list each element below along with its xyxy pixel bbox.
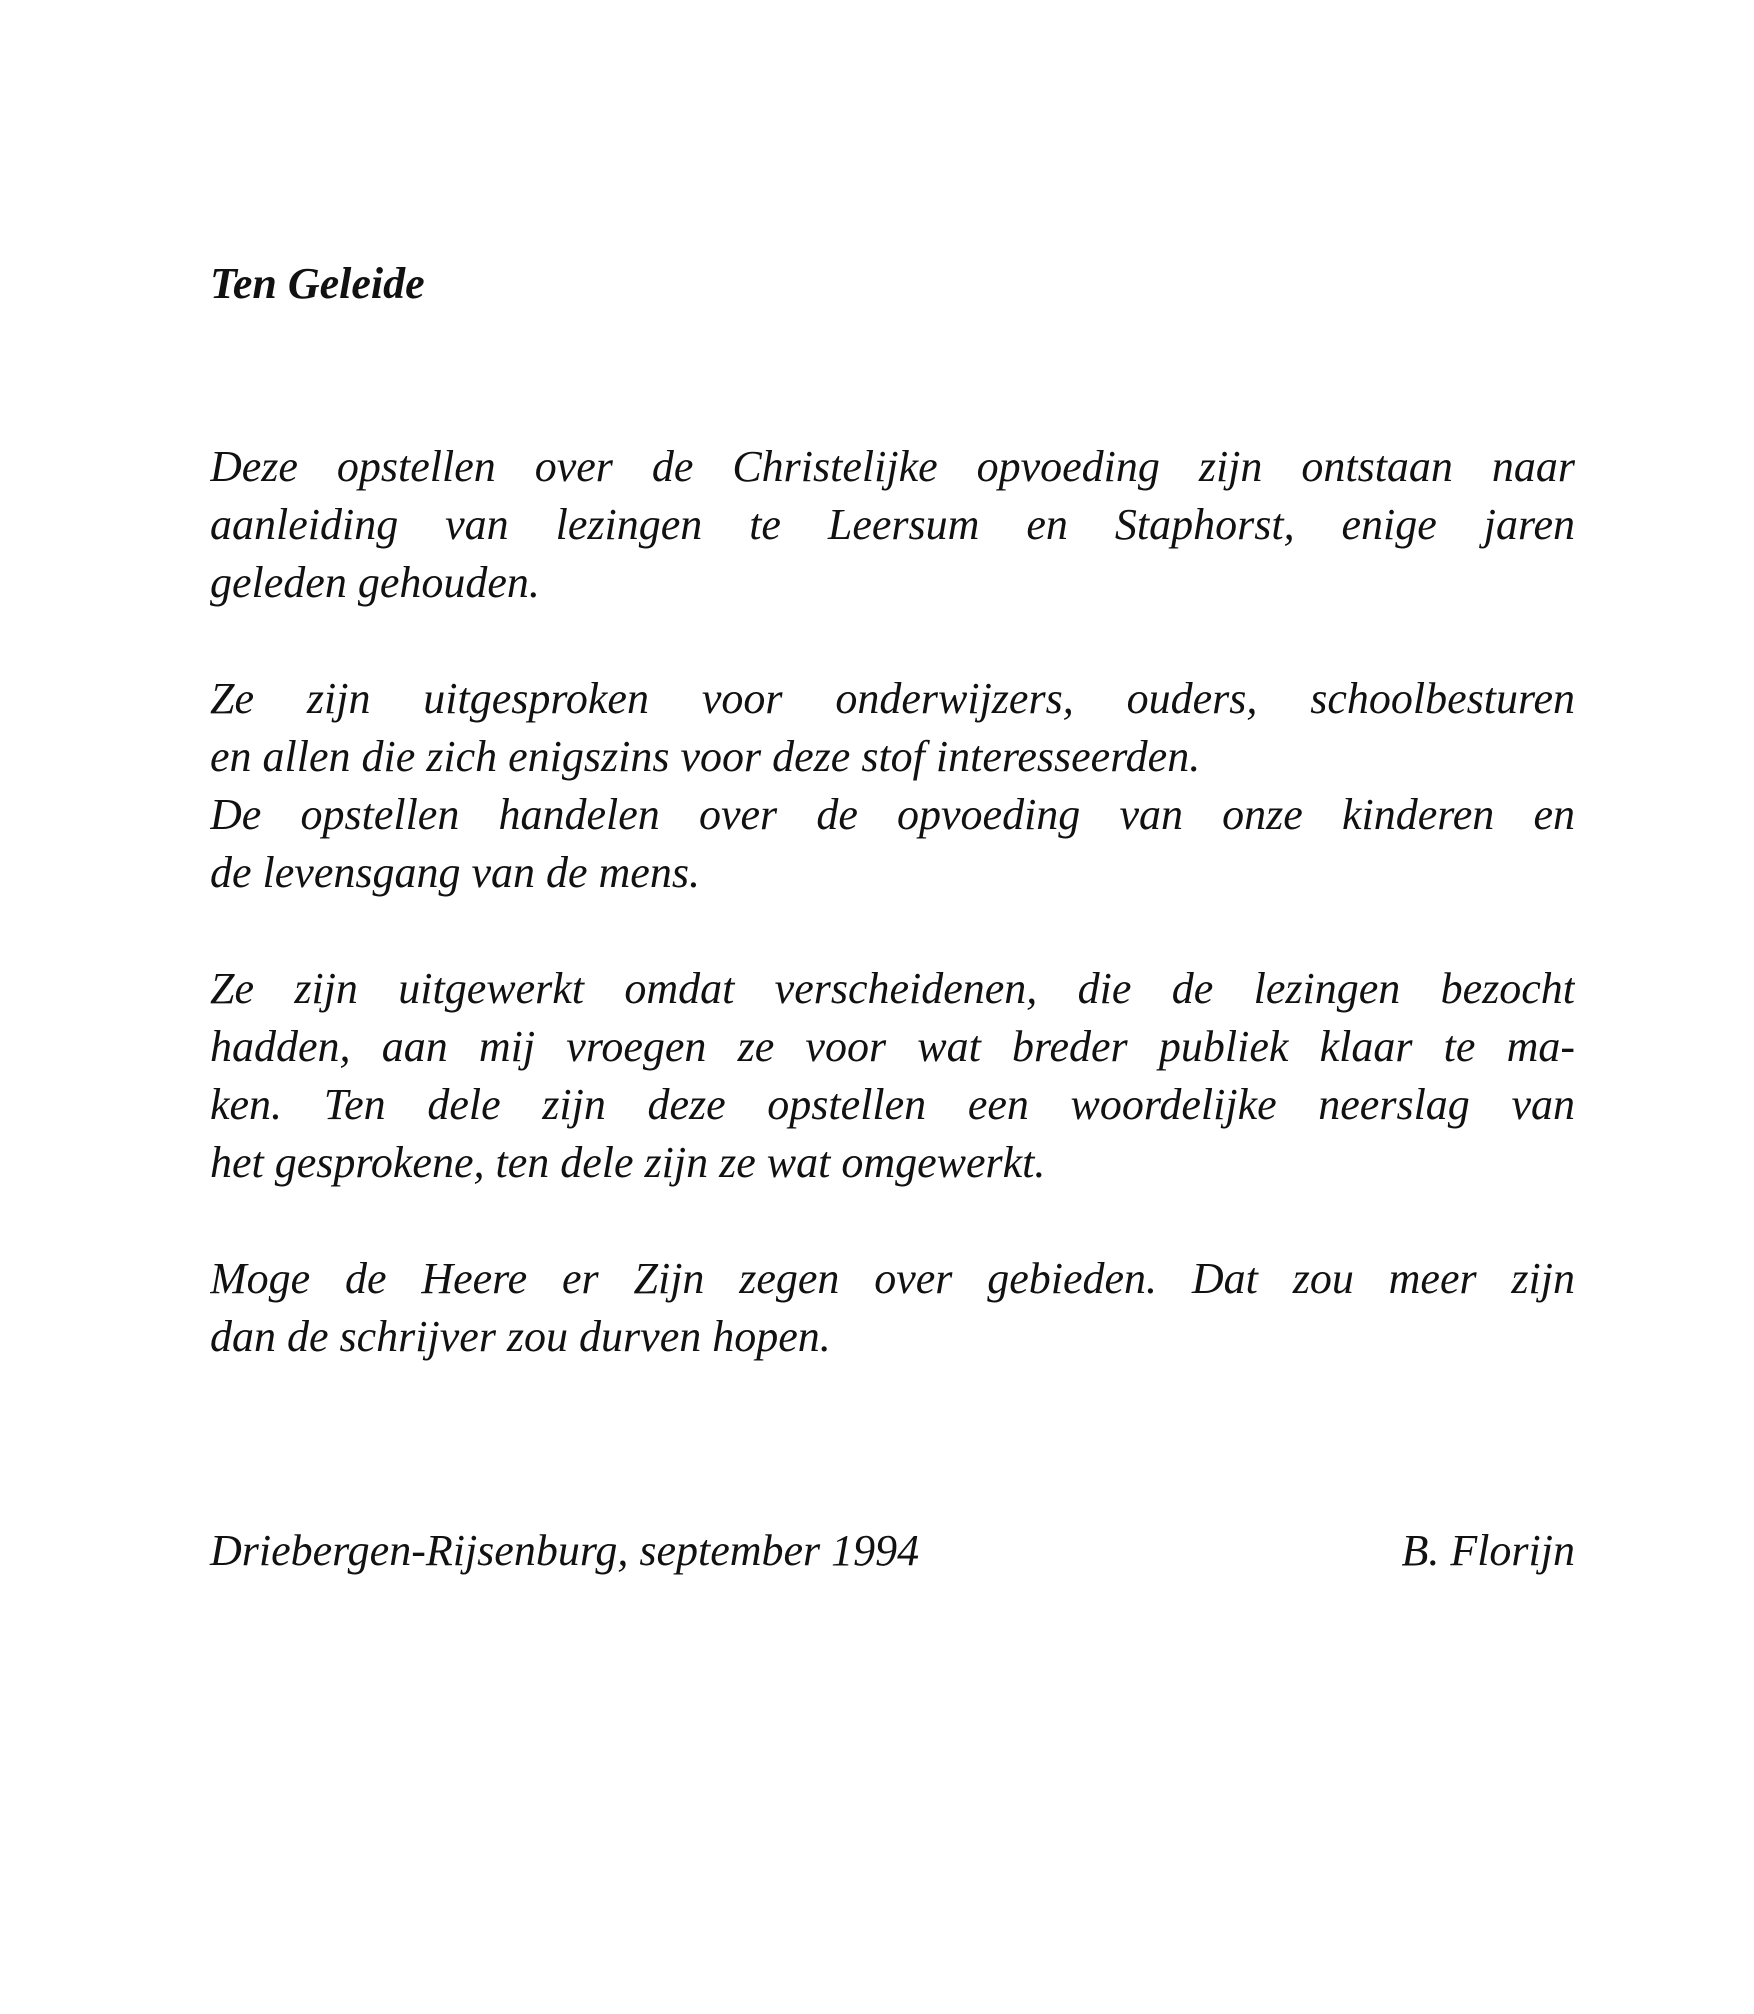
text-line: geleden gehouden.: [210, 558, 540, 607]
page-title: Ten Geleide: [210, 259, 425, 308]
text-line: het gesprokene, ten dele zijn ze wat omgewerkt.: [210, 1138, 1046, 1187]
paragraph-2: [210, 670, 1575, 902]
text-line: ken. Ten dele zijn deze opstellen een woordelijke neerslag van: [210, 1080, 1575, 1129]
signature-block: [210, 1522, 1575, 1580]
text-line: dan de schrijver zou durven hopen.: [210, 1312, 831, 1361]
paragraph-1: [210, 438, 1575, 612]
paragraph-4: [210, 1250, 1575, 1366]
text-line: en allen die zich enigszins voor deze stof interesseerden.: [210, 732, 1201, 781]
text-line: aanleiding van lezingen te Leersum en Staphorst, enige jaren: [210, 500, 1575, 549]
paragraph-3: [210, 960, 1575, 1192]
document-page: [210, 0, 1575, 2014]
body-text: [210, 438, 1575, 1424]
text-line: De opstellen handelen over de opvoeding van onze kinderen en: [210, 790, 1575, 839]
text-line: de levensgang van de mens.: [210, 848, 700, 897]
place-date: Driebergen-Rijsenburg, september 1994: [210, 1526, 920, 1575]
author-name: B. Florijn: [1401, 1526, 1575, 1575]
text-line: Deze opstellen over de Christelijke opvoeding zijn ontstaan naar: [210, 442, 1575, 491]
text-line: Ze zijn uitgesproken voor onderwijzers, ouders, schoolbesturen: [210, 674, 1575, 723]
text-line: Ze zijn uitgewerkt omdat verscheidenen, die de lezingen bezocht: [210, 964, 1575, 1013]
text-line: Moge de Heere er Zijn zegen over gebieden. Dat zou meer zijn: [210, 1254, 1575, 1303]
text-line: hadden, aan mij vroegen ze voor wat breder publiek klaar te ma-: [210, 1022, 1575, 1071]
